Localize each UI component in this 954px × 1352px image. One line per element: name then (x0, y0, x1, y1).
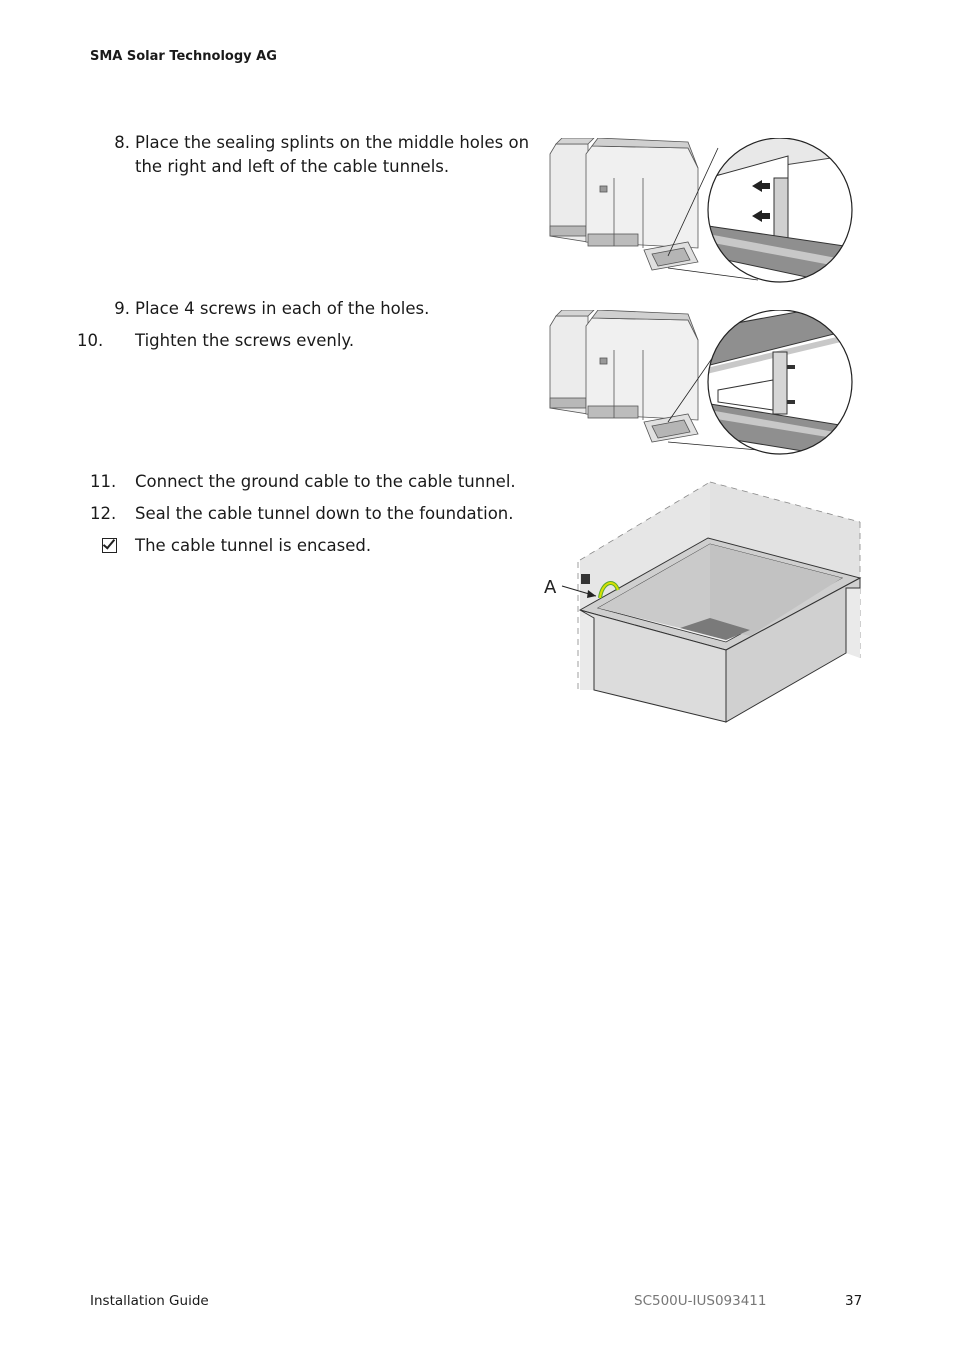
footer-guide-title: Installation Guide (90, 1293, 209, 1309)
figure-screws (548, 310, 858, 455)
step-text: Place the sealing splints on the middle holes on the right and left of the cable tunnels. (135, 133, 530, 176)
step-text: Seal the cable tunnel down to the foundation. (135, 504, 514, 523)
step-text: Tighten the screws evenly. (135, 331, 355, 350)
company-header: SMA Solar Technology AG (90, 49, 277, 64)
label-a: A (544, 577, 557, 598)
step-number: 9. (114, 299, 130, 318)
step-number: 8. (114, 133, 130, 152)
figure-sealing-splints (548, 138, 858, 288)
step-number: 12. (90, 504, 117, 523)
checkbox-checked-icon (102, 538, 117, 553)
step-number: 10. (77, 331, 104, 350)
step-text: Connect the ground cable to the cable tunnel. (135, 472, 516, 491)
figure-cable-tunnel (540, 478, 870, 728)
result-text: The cable tunnel is encased. (135, 536, 372, 555)
step-number: 11. (90, 472, 117, 491)
page-number: 37 (845, 1293, 863, 1309)
footer-doc-code: SC500U-IUS093411 (634, 1293, 767, 1309)
step-text: Place 4 screws in each of the holes. (135, 299, 430, 318)
